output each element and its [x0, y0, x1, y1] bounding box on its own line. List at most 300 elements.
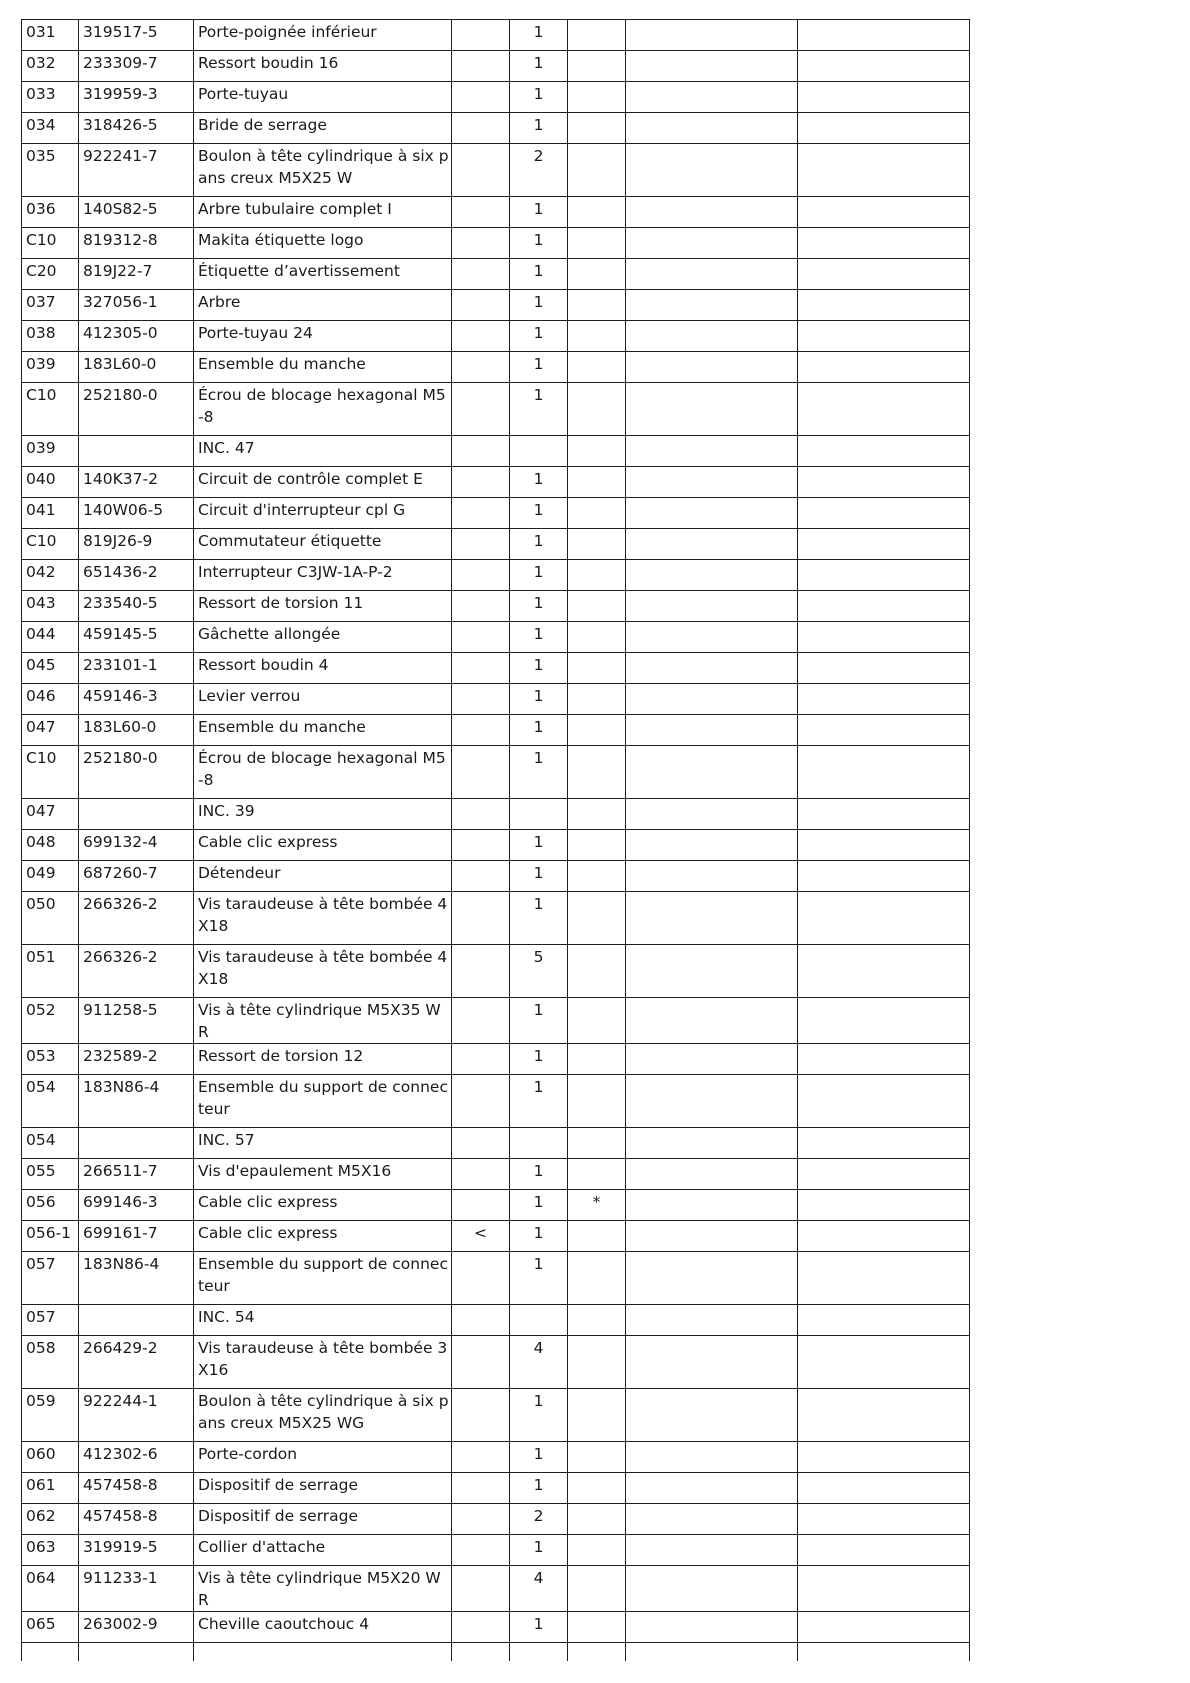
- table-row: [22, 498, 970, 529]
- reference-text: 266429-2: [83, 1339, 158, 1357]
- quantity-text: 1: [533, 1193, 544, 1211]
- reference-text: 266326-2: [83, 948, 158, 966]
- quantity-text: 1: [533, 1047, 544, 1065]
- note-cell: [452, 1305, 510, 1336]
- quantity-cell: [510, 892, 568, 945]
- reference-text: 699161-7: [83, 1224, 158, 1242]
- quantity-cell: [510, 1221, 568, 1252]
- reference-cell: [79, 1473, 194, 1504]
- part-number-cell: [22, 861, 79, 892]
- quantity-cell: [510, 436, 568, 467]
- description-text: Détendeur: [198, 864, 281, 882]
- reference-cell: [79, 352, 194, 383]
- description-text: Circuit d'interrupteur cpl G: [198, 501, 406, 519]
- empty-cell: [626, 1252, 798, 1305]
- part-number-cell: [22, 529, 79, 560]
- quantity-text: 1: [533, 1224, 544, 1242]
- description-text: Ressort boudin 16: [198, 54, 339, 72]
- reference-text: 327056-1: [83, 293, 158, 311]
- quantity-cell: [510, 653, 568, 684]
- mark-text: [568, 653, 625, 655]
- reference-cell: [79, 653, 194, 684]
- mark-text: [568, 715, 625, 717]
- table-row: [22, 746, 970, 799]
- reference-text: 233309-7: [83, 54, 158, 72]
- table-row: [22, 1128, 970, 1159]
- part-number-cell: [22, 1252, 79, 1305]
- reference-text: [83, 1128, 193, 1130]
- reference-text: [83, 799, 193, 801]
- reference-cell: [79, 684, 194, 715]
- table-row: [22, 352, 970, 383]
- quantity-text: 1: [533, 1476, 544, 1494]
- part-number-text: 056: [26, 1193, 56, 1211]
- description-text: Ressort boudin 4: [198, 656, 329, 674]
- mark-text: [568, 746, 625, 748]
- empty-cell: [626, 560, 798, 591]
- quantity-text: 1: [533, 1255, 544, 1273]
- description-cell: [194, 383, 452, 436]
- part-number-text: 034: [26, 116, 56, 134]
- empty-cell: [626, 998, 798, 1044]
- part-number-text: 039: [26, 355, 56, 373]
- description-text: Porte-poignée inférieur: [198, 23, 377, 41]
- part-number-text: C10: [26, 386, 57, 404]
- part-number-text: 046: [26, 687, 56, 705]
- mark-cell: [568, 1252, 626, 1305]
- description-cell: [194, 945, 452, 998]
- part-number-text: 036: [26, 200, 56, 218]
- empty-cell: [798, 1442, 970, 1473]
- quantity-text: 1: [533, 1001, 544, 1019]
- quantity-cell: [510, 1044, 568, 1075]
- empty-cell: [626, 467, 798, 498]
- reference-cell: [79, 20, 194, 51]
- table-row: [22, 1566, 970, 1612]
- reference-cell: [79, 1566, 194, 1612]
- note-text: [452, 20, 509, 22]
- quantity-text: 1: [533, 262, 544, 280]
- part-number-cell: [22, 1566, 79, 1612]
- note-cell: [452, 20, 510, 51]
- quantity-text: 1: [533, 1162, 544, 1180]
- quantity-cell: [510, 82, 568, 113]
- note-cell: [452, 1128, 510, 1159]
- description-cell: [194, 259, 452, 290]
- description-cell: [194, 1221, 452, 1252]
- quantity-text: 1: [533, 231, 544, 249]
- part-number-text: 051: [26, 948, 56, 966]
- mark-cell: [568, 622, 626, 653]
- reference-cell: [79, 290, 194, 321]
- empty-cell: [798, 228, 970, 259]
- reference-text: 232589-2: [83, 1047, 158, 1065]
- note-text: [452, 383, 509, 385]
- reference-text: 412302-6: [83, 1445, 158, 1463]
- empty-cell: [798, 467, 970, 498]
- empty-cell: [626, 830, 798, 861]
- empty-cell: [626, 1643, 798, 1662]
- note-cell: [452, 259, 510, 290]
- reference-text: 457458-8: [83, 1476, 158, 1494]
- empty-cell: [798, 529, 970, 560]
- empty-cell: [626, 1075, 798, 1128]
- part-number-cell: [22, 51, 79, 82]
- mark-text: [568, 1075, 625, 1077]
- empty-cell: [626, 1566, 798, 1612]
- empty-cell: [798, 20, 970, 51]
- empty-cell: [798, 591, 970, 622]
- empty-cell: [798, 1305, 970, 1336]
- quantity-cell: [510, 1159, 568, 1190]
- empty-cell: [626, 799, 798, 830]
- quantity-cell: [510, 1305, 568, 1336]
- description-cell: [194, 715, 452, 746]
- empty-cell: [626, 684, 798, 715]
- quantity-cell: [510, 1389, 568, 1442]
- part-number-text: 061: [26, 1476, 56, 1494]
- note-text: [452, 684, 509, 686]
- description-cell: [194, 1305, 452, 1336]
- reference-text: 183L60-0: [83, 355, 157, 373]
- quantity-text: 2: [533, 147, 544, 165]
- description-text: Porte-cordon: [198, 1445, 298, 1463]
- quantity-cell: [510, 1336, 568, 1389]
- reference-cell: [79, 1159, 194, 1190]
- empty-cell: [626, 197, 798, 228]
- empty-cell: [798, 653, 970, 684]
- empty-cell: [798, 1566, 970, 1612]
- quantity-text: 1: [533, 687, 544, 705]
- note-text: [452, 529, 509, 531]
- note-cell: [452, 653, 510, 684]
- table-row: [22, 228, 970, 259]
- quantity-cell: [510, 113, 568, 144]
- quantity-text: 1: [533, 1078, 544, 1096]
- part-number-cell: [22, 653, 79, 684]
- mark-text: [568, 799, 625, 801]
- table-row: [22, 1442, 970, 1473]
- mark-cell: [568, 1221, 626, 1252]
- table-row: [22, 1044, 970, 1075]
- reference-cell: [79, 1336, 194, 1389]
- quantity-cell: [510, 51, 568, 82]
- quantity-cell: [510, 467, 568, 498]
- mark-cell: [568, 1442, 626, 1473]
- quantity-text: 5: [533, 948, 544, 966]
- note-cell: [452, 560, 510, 591]
- part-number-cell: [22, 1159, 79, 1190]
- part-number-text: 048: [26, 833, 56, 851]
- description-cell: [194, 1044, 452, 1075]
- part-number-cell: [22, 1473, 79, 1504]
- reference-text: 699132-4: [83, 833, 158, 851]
- note-cell: [452, 498, 510, 529]
- quantity-cell: [510, 830, 568, 861]
- mark-text: [568, 144, 625, 146]
- description-text: Vis à tête cylindrique M5X20 WR: [198, 1569, 441, 1609]
- table-row: [22, 20, 970, 51]
- note-text: [452, 1044, 509, 1046]
- empty-cell: [798, 321, 970, 352]
- quantity-cell: [510, 715, 568, 746]
- quantity-text: [510, 1305, 567, 1307]
- part-number-cell: [22, 1190, 79, 1221]
- table-row: [22, 591, 970, 622]
- table-row: [22, 1252, 970, 1305]
- mark-text: [568, 383, 625, 385]
- note-text: [452, 945, 509, 947]
- reference-text: 319517-5: [83, 23, 158, 41]
- part-number-cell: [22, 467, 79, 498]
- empty-cell: [798, 1159, 970, 1190]
- mark-cell: [568, 259, 626, 290]
- mark-text: [568, 1473, 625, 1475]
- reference-text: 819312-8: [83, 231, 158, 249]
- part-number-text: 053: [26, 1047, 56, 1065]
- quantity-text: 1: [533, 1445, 544, 1463]
- description-cell: [194, 892, 452, 945]
- empty-cell: [798, 1190, 970, 1221]
- mark-text: [568, 892, 625, 894]
- mark-text: [568, 1504, 625, 1506]
- part-number-text: 063: [26, 1538, 56, 1556]
- reference-text: 319919-5: [83, 1538, 158, 1556]
- description-cell: [194, 228, 452, 259]
- description-cell: [194, 861, 452, 892]
- part-number-cell: [22, 290, 79, 321]
- description-cell: [194, 498, 452, 529]
- mark-text: *: [592, 1193, 601, 1211]
- table-row: [22, 715, 970, 746]
- part-number-cell: [22, 1612, 79, 1643]
- table-row: [22, 467, 970, 498]
- mark-cell: [568, 1190, 626, 1221]
- quantity-text: 1: [533, 1538, 544, 1556]
- description-text: Arbre tubulaire complet I: [198, 200, 392, 218]
- reference-cell: [79, 715, 194, 746]
- reference-cell: [79, 529, 194, 560]
- description-text: Circuit de contrôle complet E: [198, 470, 423, 488]
- description-cell: [194, 436, 452, 467]
- note-text: [452, 560, 509, 562]
- empty-cell: [798, 1221, 970, 1252]
- part-number-cell: [22, 892, 79, 945]
- table-row: [22, 82, 970, 113]
- note-cell: [452, 1535, 510, 1566]
- description-text: Makita étiquette logo: [198, 231, 364, 249]
- empty-cell: [798, 1643, 970, 1662]
- mark-cell: [568, 144, 626, 197]
- reference-cell: [79, 1252, 194, 1305]
- table-row: [22, 684, 970, 715]
- part-number-text: 054: [26, 1131, 56, 1149]
- part-number-cell: [22, 321, 79, 352]
- description-cell: [194, 20, 452, 51]
- reference-text: 183L60-0: [83, 718, 157, 736]
- description-cell: [194, 1190, 452, 1221]
- description-text: Ensemble du support de connecteur: [198, 1078, 448, 1118]
- description-text: INC. 39: [198, 802, 255, 820]
- mark-cell: [568, 197, 626, 228]
- note-text: [452, 1252, 509, 1254]
- part-number-cell: [22, 998, 79, 1044]
- description-cell: [194, 1128, 452, 1159]
- quantity-cell: [510, 228, 568, 259]
- mark-cell: [568, 684, 626, 715]
- table-row: [22, 290, 970, 321]
- part-number-text: 044: [26, 625, 56, 643]
- quantity-text: 1: [533, 1615, 544, 1633]
- note-text: [452, 436, 509, 438]
- reference-text: 233540-5: [83, 594, 158, 612]
- note-cell: [452, 436, 510, 467]
- description-cell: [194, 352, 452, 383]
- empty-cell: [626, 1504, 798, 1535]
- empty-cell: [626, 259, 798, 290]
- table-row: [22, 1336, 970, 1389]
- mark-cell: [568, 799, 626, 830]
- mark-cell: [568, 1612, 626, 1643]
- part-number-cell: [22, 144, 79, 197]
- empty-cell: [626, 861, 798, 892]
- quantity-cell: [510, 383, 568, 436]
- description-text: Cable clic express: [198, 1224, 338, 1242]
- note-text: [452, 290, 509, 292]
- part-number-text: 035: [26, 147, 56, 165]
- quantity-text: 1: [533, 833, 544, 851]
- quantity-cell: [510, 1504, 568, 1535]
- empty-cell: [798, 352, 970, 383]
- note-cell: [452, 945, 510, 998]
- description-text: Levier verrou: [198, 687, 301, 705]
- note-cell: [452, 352, 510, 383]
- note-text: [452, 998, 509, 1000]
- quantity-text: 1: [533, 355, 544, 373]
- description-cell: [194, 746, 452, 799]
- description-cell: [194, 290, 452, 321]
- part-number-text: C10: [26, 532, 57, 550]
- quantity-text: 1: [533, 200, 544, 218]
- description-text: INC. 54: [198, 1308, 255, 1326]
- part-number-cell: [22, 259, 79, 290]
- mark-text: [568, 1535, 625, 1537]
- mark-text: [568, 1305, 625, 1307]
- reference-cell: [79, 1535, 194, 1566]
- reference-cell: [79, 467, 194, 498]
- quantity-cell: [510, 746, 568, 799]
- note-text: [452, 715, 509, 717]
- part-number-text: 038: [26, 324, 56, 342]
- note-cell: [452, 144, 510, 197]
- description-text: INC. 47: [198, 439, 255, 457]
- table-row: [22, 1075, 970, 1128]
- empty-cell: [568, 1643, 626, 1662]
- note-text: [452, 1442, 509, 1444]
- empty-cell: [626, 436, 798, 467]
- description-text: Ensemble du manche: [198, 718, 366, 736]
- description-cell: [194, 1566, 452, 1612]
- part-number-text: 040: [26, 470, 56, 488]
- part-number-cell: [22, 799, 79, 830]
- description-text: Cable clic express: [198, 1193, 338, 1211]
- note-text: [452, 498, 509, 500]
- quantity-text: 1: [533, 532, 544, 550]
- quantity-cell: [510, 290, 568, 321]
- table-row: [22, 622, 970, 653]
- empty-cell: [626, 1442, 798, 1473]
- mark-cell: [568, 1535, 626, 1566]
- mark-cell: [568, 383, 626, 436]
- empty-cell: [194, 1643, 452, 1662]
- description-cell: [194, 1473, 452, 1504]
- note-text: [452, 1159, 509, 1161]
- mark-cell: [568, 892, 626, 945]
- mark-cell: [568, 1305, 626, 1336]
- note-cell: [452, 1252, 510, 1305]
- note-cell: [452, 861, 510, 892]
- quantity-cell: [510, 321, 568, 352]
- part-number-text: 054: [26, 1078, 56, 1096]
- description-cell: [194, 653, 452, 684]
- description-cell: [194, 321, 452, 352]
- part-number-text: 043: [26, 594, 56, 612]
- note-cell: [452, 684, 510, 715]
- reference-cell: [79, 622, 194, 653]
- description-text: Vis taraudeuse à tête bombée 4X18: [198, 948, 448, 988]
- description-cell: [194, 830, 452, 861]
- part-number-text: 042: [26, 563, 56, 581]
- quantity-cell: [510, 622, 568, 653]
- table-row: [22, 197, 970, 228]
- table-row: [22, 1473, 970, 1504]
- empty-cell: [626, 1128, 798, 1159]
- description-text: Interrupteur C3JW-1A-P-2: [198, 563, 393, 581]
- reference-cell: [79, 1128, 194, 1159]
- quantity-text: 1: [533, 116, 544, 134]
- empty-cell: [798, 197, 970, 228]
- empty-cell: [626, 892, 798, 945]
- part-number-text: 057: [26, 1308, 56, 1326]
- mark-cell: [568, 591, 626, 622]
- part-number-text: 045: [26, 656, 56, 674]
- part-number-cell: [22, 228, 79, 259]
- reference-cell: [79, 259, 194, 290]
- note-cell: [452, 622, 510, 653]
- empty-cell: [626, 144, 798, 197]
- mark-text: [568, 51, 625, 53]
- part-number-text: 047: [26, 718, 56, 736]
- note-text: [452, 1128, 509, 1130]
- note-text: [452, 892, 509, 894]
- mark-cell: [568, 1159, 626, 1190]
- note-text: [452, 1336, 509, 1338]
- description-text: INC. 57: [198, 1131, 255, 1149]
- reference-cell: [79, 892, 194, 945]
- empty-cell: [798, 1473, 970, 1504]
- empty-cell: [79, 1643, 194, 1662]
- empty-cell: [798, 861, 970, 892]
- empty-cell: [798, 144, 970, 197]
- empty-cell: [798, 1336, 970, 1389]
- mark-text: [568, 436, 625, 438]
- description-text: Cheville caoutchouc 4: [198, 1615, 370, 1633]
- quantity-cell: [510, 1190, 568, 1221]
- mark-cell: [568, 1044, 626, 1075]
- reference-text: 922244-1: [83, 1392, 158, 1410]
- part-number-text: 062: [26, 1507, 56, 1525]
- quantity-cell: [510, 1252, 568, 1305]
